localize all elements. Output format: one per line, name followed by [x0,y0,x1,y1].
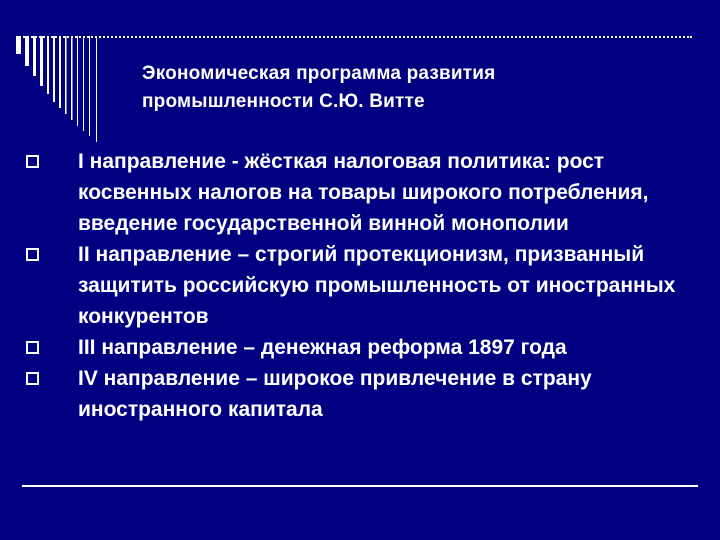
bullet-item-3 [24,332,696,363]
bullet-item-1 [24,146,696,239]
top-dotted-rule [16,36,692,38]
bullet-text-4: IV направление – широкое привлечение в страну иностранного капитала [78,367,592,421]
slide-title-line-2: промышленности С.Ю. Витте [142,91,425,112]
slide-title-line-1: Экономическая программа развития [142,63,496,84]
bullet-text-3: III направление – денежная реформа 1897 года [78,336,567,359]
stripes-decoration [16,36,116,146]
bullet-item-2 [24,239,696,332]
hollow-square-bullet-icon [26,341,39,354]
bullet-list [24,146,696,425]
hollow-square-bullet-icon [26,372,39,385]
hollow-square-bullet-icon [26,155,39,168]
bullet-text-1: I направление - жёсткая налоговая политика: рост косвенных налогов на товары широкого потребления, введение государственной винной монополии [78,150,649,235]
bottom-rule [22,485,698,487]
slide-title [142,60,682,116]
bullet-text-2: II направление – строгий протекционизм, призванный защитить российскую промышленность от иностранных конкурентов [78,243,676,328]
bullet-item-4 [24,363,696,425]
hollow-square-bullet-icon [26,248,39,261]
